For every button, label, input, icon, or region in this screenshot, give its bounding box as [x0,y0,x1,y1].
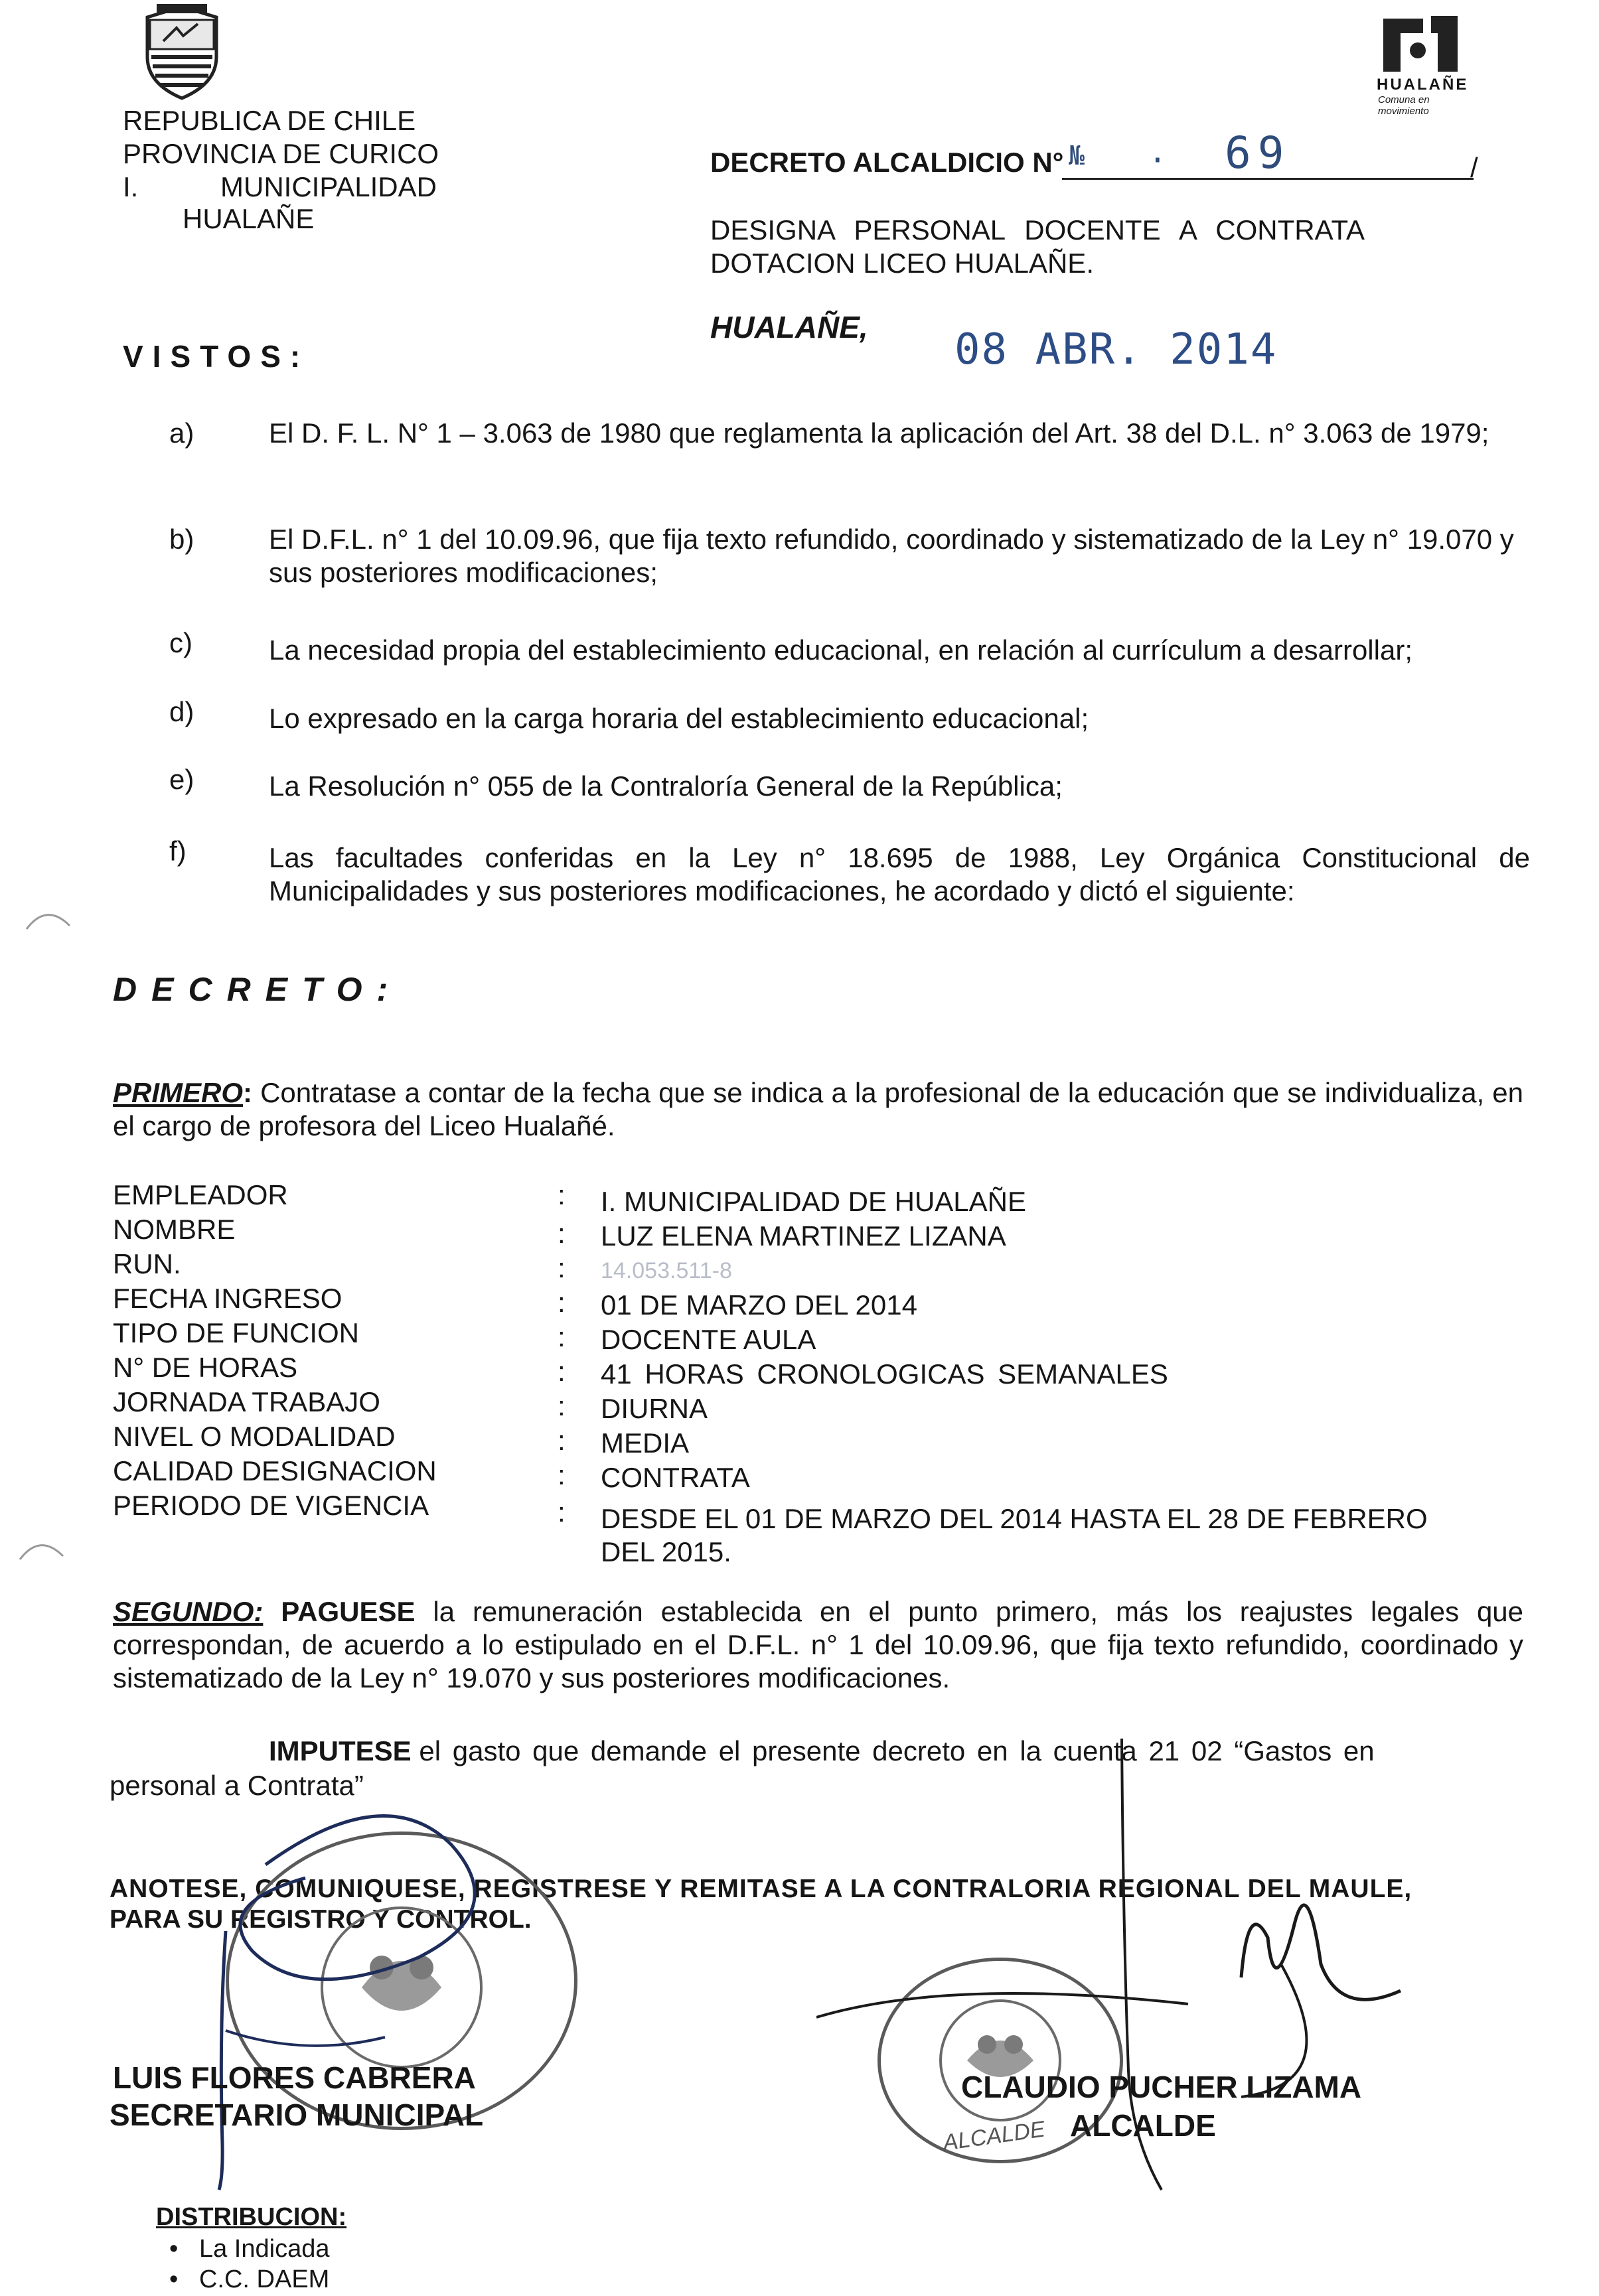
impute-text: el gasto que demande el presente decreto en la cuenta 21 02 “Gastos en [419,1735,1375,1766]
field-colon: : [558,1390,566,1421]
field-label: NOMBRE [113,1214,236,1245]
vistos-item-text: La necesidad propia del establecimiento educacional, en relación al currículum a desarrollar; [269,634,1412,666]
hualane-logo-icon [1374,12,1480,76]
primero-label: PRIMERO [113,1077,244,1108]
punch-hole-mark [20,902,73,942]
field-colon: : [558,1356,566,1387]
distribution-item-text: La Indicada [198,2235,330,2263]
muni-prefix: I. [123,171,139,202]
signature-secretario [106,1752,571,2203]
field-value: 41 HORAS CRONOLOGICAS SEMANALES [601,1358,1168,1390]
signatory-left-name: LUIS FLORES CABRERA [113,2060,476,2095]
vistos-item-letter: e) [169,764,194,795]
field-colon: : [558,1496,566,1528]
field-value: 01 DE MARZO DEL 2014 [601,1289,917,1321]
decree-subject-line2: DOTACION LICEO HUALAÑE. [710,248,1094,279]
vistos-item-text: Las facultades conferidas en la Ley n° 18.695 de 1988, Ley Orgánica Constitucional de Municipalidades y sus posteriores modificaciones, he acordado y dictó el siguiente: [269,842,1530,906]
vistos-item-letter: a) [169,417,194,449]
logo-tagline: Comuna en movimiento [1378,94,1430,117]
vistos-heading: VISTOS: [123,339,310,374]
field-label: NIVEL O MODALIDAD [113,1421,396,1452]
field-value-continued: DEL 2015. [601,1536,731,1567]
field-label: CALIDAD DESIGNACION [113,1455,437,1486]
hualane-logo [1374,12,1480,117]
seal-right-caption: ALCALDE [941,2116,1047,2156]
decree-dot: · [1148,142,1167,178]
punch-hole-mark [13,1533,66,1573]
decree-number: 69 [1225,127,1291,179]
signatory-right-title: ALCALDE [1070,2108,1216,2143]
field-label: JORNADA TRABAJO [113,1386,380,1417]
field-colon: : [558,1252,566,1283]
field-label: EMPLEADOR [113,1179,288,1210]
field-label: FECHA INGRESO [113,1283,343,1314]
field-value: CONTRATA [601,1462,750,1493]
vistos-item-letter: c) [169,627,192,658]
decree-number-slash: / [1470,152,1478,183]
segundo-text: la remuneración establecida en el punto primero, más los reajustes legales que correspondan, de acuerdo a lo estipulado en el D.F.L. n° 1 del 10.09.96, que fija texto refundido, coordinado y sistematizado de la Ley n° 19.070 y sus posteriores modificaciones. [113,1596,1524,1693]
vistos-item-text: La Resolución n° 055 de la Contraloría General de la República; [269,770,1063,802]
field-value: LUZ ELENA MARTINEZ LIZANA [601,1220,1006,1252]
vistos-item-text: El D. F. L. N° 1 – 3.063 de 1980 que reglamenta la aplicación del Art. 38 del D.L. n° 3.063 de 1979; [269,417,1489,449]
closing-line2: PARA SU REGISTRO Y CONTROL. [110,1905,532,1934]
impute-bold-word: IMPUTESE [269,1735,412,1766]
vistos-item-letter: b) [169,524,194,555]
distribution-item-text: C.C. DAEM [198,2265,330,2293]
vistos-item-letter: d) [169,696,194,727]
field-value: MEDIA [601,1427,690,1459]
closing-line1: ANOTESE, COMUNIQUESE, REGISTRESE Y REMITASE A LA CONTRALORIA REGIONAL DEL MAULE, [110,1875,1412,1903]
field-label: RUN. [113,1248,181,1279]
vistos-item-text: El D.F.L. n° 1 del 10.09.96, que fija texto refundido, coordinado y sistematizado de la Ley n° 19.070 y sus posteriores modificaciones; [269,524,1514,588]
field-value: DESDE EL 01 DE MARZO DEL 2014 HASTA EL 28 DE FEBRERO [601,1503,1428,1534]
segundo-bold-word: PAGUESE [281,1596,416,1627]
signatory-left-title: SECRETARIO MUNICIPAL [110,2098,484,2132]
province-label: PROVINCIA DE CURICO [123,138,439,169]
decreto-heading: DECRETO: [113,971,403,1008]
field-colon: : [558,1459,566,1490]
decree-number-prefix: № [1069,141,1085,171]
decree-date-stamp: 08 ABR. 2014 [954,325,1278,374]
signatory-right-name: CLAUDIO PUCHER LIZAMA [961,2070,1362,2104]
primero-colon: : [243,1077,261,1108]
field-colon: : [558,1218,566,1249]
segundo-label: SEGUNDO: [113,1596,264,1627]
distribution-item: • C.C. DAEM [169,2265,330,2293]
field-label: TIPO DE FUNCION [113,1317,360,1348]
field-value: I. MUNICIPALIDAD DE HUALAÑE [601,1186,1027,1217]
primero-paragraph [113,1076,1523,1143]
field-label: PERIODO DE VIGENCIA [113,1490,429,1521]
field-value: DOCENTE AULA [601,1324,816,1355]
field-colon: : [558,1425,566,1456]
republic-label: REPUBLICA DE CHILE [123,105,416,136]
decree-number-line [1062,178,1474,180]
field-label: N° DE HORAS [113,1352,298,1383]
logo-text: HUALAÑE [1377,76,1469,94]
vistos-item-text: Lo expresado en la carga horaria del establecimiento educacional; [269,703,1089,734]
coat-of-arms-icon [137,4,227,101]
field-colon: : [558,1287,566,1318]
decree-label: DECRETO ALCALDICIO N° [710,147,1064,178]
primero-text: Contratase a contar de la fecha que se indica a la profesional de la educación que se individualiza, en el cargo de profesora del Liceo Hualañé. [113,1077,1523,1141]
muni-city: HUALAÑE [183,203,315,234]
muni-word: MUNICIPALIDAD [220,171,437,202]
decree-place: HUALAÑE, [710,310,868,344]
field-value: DIURNA [601,1393,708,1424]
field-colon: : [558,1179,566,1210]
impute-line2: personal a Contrata” [110,1770,364,1801]
field-colon: : [558,1321,566,1352]
decree-subject-line1: DESIGNA PERSONAL DOCENTE A CONTRATA [710,214,1365,246]
distribution-heading: DISTRIBUCION: [156,2203,347,2231]
distribution-item: • La Indicada [169,2235,330,2263]
segundo-paragraph [113,1595,1523,1695]
field-value-redacted: 14.053.511-8 [601,1258,732,1283]
vistos-item-letter: f) [169,835,187,867]
